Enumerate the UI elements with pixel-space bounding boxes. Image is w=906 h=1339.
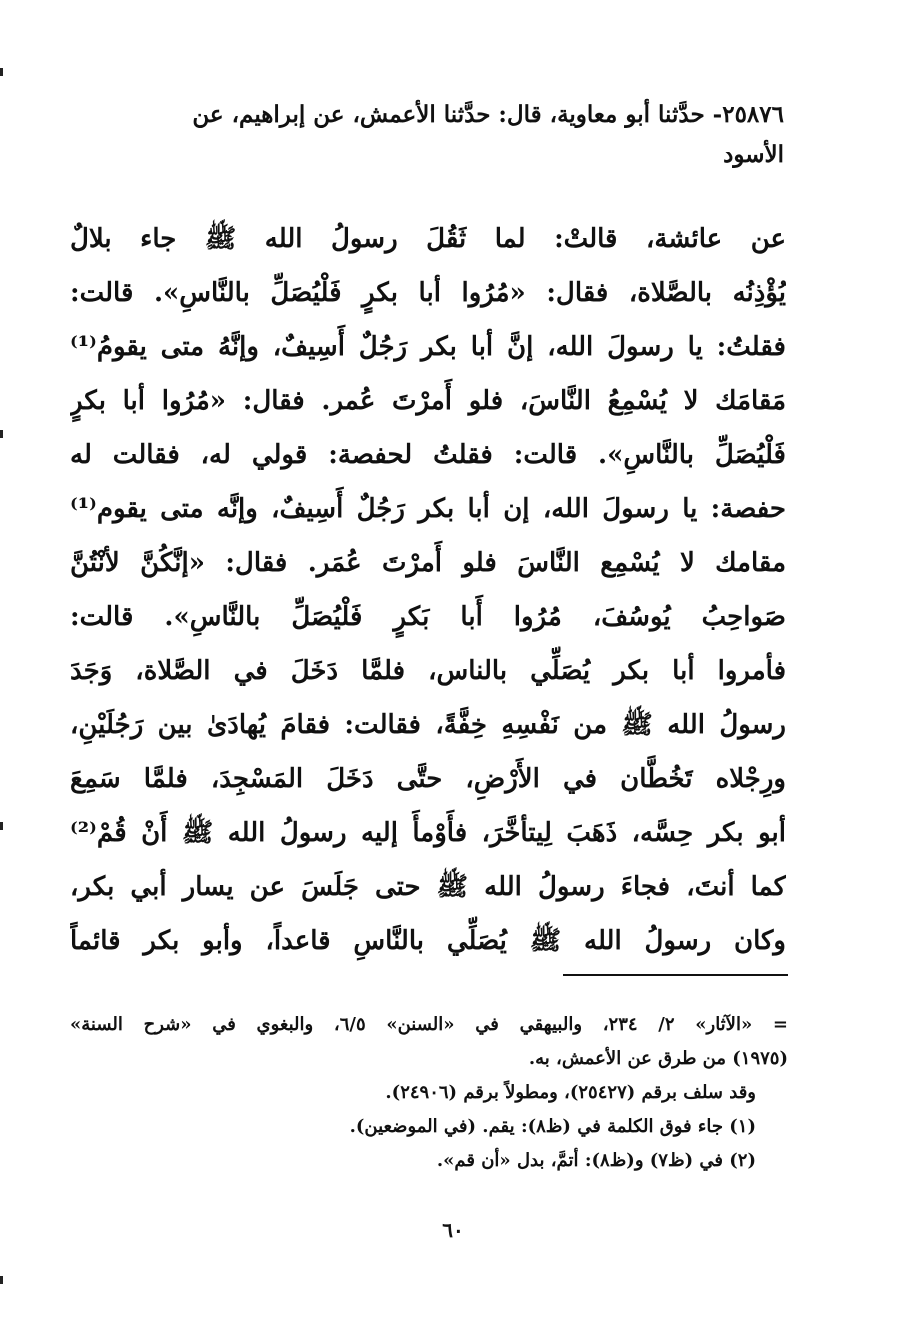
matn-line: وكان رسولُ الله ﷺ يُصَلِّي بالنَّاسِ قاعداً، وأبو بكر قائماً xyxy=(70,926,786,956)
footnote-line: = «الآثار» ٢/ ٢٣٤، والبيهقي في «السنن» ٦/٥، والبغوي في «شرح السنة» xyxy=(70,1014,788,1035)
footnote-line: (١٩٧٥) من طرق عن الأعمش، به. xyxy=(528,1048,788,1069)
matn-line: أبو بكر حِسَّه، ذَهَبَ لِيتأخَّرَ، فأَوْمأَ إليه رسولُ الله ﷺ أَنْ قُمْ⁽²⁾ xyxy=(70,818,786,848)
matn-line: عن عائشة، قالتْ: لما ثَقُلَ رسولُ الله ﷺ جاء بلالٌ xyxy=(70,224,786,254)
matn-line: مَقامَك لا يُسْمِعُ النَّاسَ، فلو أَمرْتَ عُمر. فقال: «مُرُوا أبا بكرٍ xyxy=(70,386,786,416)
isnad-line: ٢٥٨٧٦- حدَّثنا أبو معاوية، قال: حدَّثنا الأعمش، عن إبراهيم، عن xyxy=(192,101,784,128)
isnad-line-end: الأسود xyxy=(723,141,784,168)
matn-line: رسولُ الله ﷺ من نَفْسِهِ خِفَّةً، فقالت: فقامَ يُهادَىٰ بين رَجُلَيْنِ، xyxy=(70,710,786,740)
matn-line: مقامك لا يُسْمِع النَّاسَ فلو أَمرْتَ عُمَر. فقال: «إنَّكُنَّ لأنْتُنَّ xyxy=(70,548,786,578)
matn-line: صَواحِبُ يُوسُفَ، مُرُوا أَبا بَكرٍ فَلْيُصَلِّ بالنَّاسِ». قالت: xyxy=(70,602,786,632)
matn-line: حفصة: يا رسولَ الله، إن أبا بكر رَجُلٌ أَسِيفٌ، وإنَّه متى يقوم⁽¹⁾ xyxy=(70,494,786,524)
scan-edge-mark xyxy=(0,430,3,438)
matn-line: فقلتُ: يا رسولَ الله، إنَّ أبا بكر رَجُلٌ أَسِيفٌ، وإنَّهُ متى يقومُ⁽¹⁾ xyxy=(70,332,786,362)
scan-edge-mark xyxy=(0,68,3,76)
scan-edge-mark xyxy=(0,1276,3,1284)
hadith-matn xyxy=(70,212,786,968)
scan-edge-mark xyxy=(0,822,3,830)
matn-line: ورِجْلاه تَخُطَّان في الأَرْضِ، حتَّى دَخَلَ المَسْجِدَ، فلمَّا سَمِعَ xyxy=(70,764,786,794)
matn-line: يُؤْذِنُه بالصَّلاة، فقال: «مُرُوا أبا بكرٍ فَلْيُصَلِّ بالنَّاسِ». قالت: xyxy=(70,278,786,308)
page-number: ٦٠ xyxy=(442,1218,464,1242)
footnote-1: (١) جاء فوق الكلمة في (ظ٨): يقم. (في الموضعين). xyxy=(349,1116,756,1137)
footnotes xyxy=(70,1008,788,1178)
hadith-isnad xyxy=(70,95,784,175)
matn-line: كما أنتَ، فجاءَ رسولُ الله ﷺ حتى جَلَسَ عن يسار أبي بكر، xyxy=(70,872,786,902)
matn-line: فأمروا أبا بكر يُصَلِّي بالناس، فلمَّا دَخَلَ في الصَّلاة، وَجَدَ xyxy=(70,656,786,686)
footnote-line: وقد سلف برقم (٢٥٤٢٧)، ومطولاً برقم (٢٤٩٠٦). xyxy=(385,1082,756,1103)
footnote-2: (٢) في (ظ٧) و(ظ٨): أتمَّ، بدل «أن قم». xyxy=(436,1150,756,1171)
matn-line: فَلْيُصَلِّ بالنَّاسِ». قالت: فقلتُ لحفصة: قولي له، فقالت له xyxy=(70,440,786,470)
footnote-separator xyxy=(563,974,788,976)
